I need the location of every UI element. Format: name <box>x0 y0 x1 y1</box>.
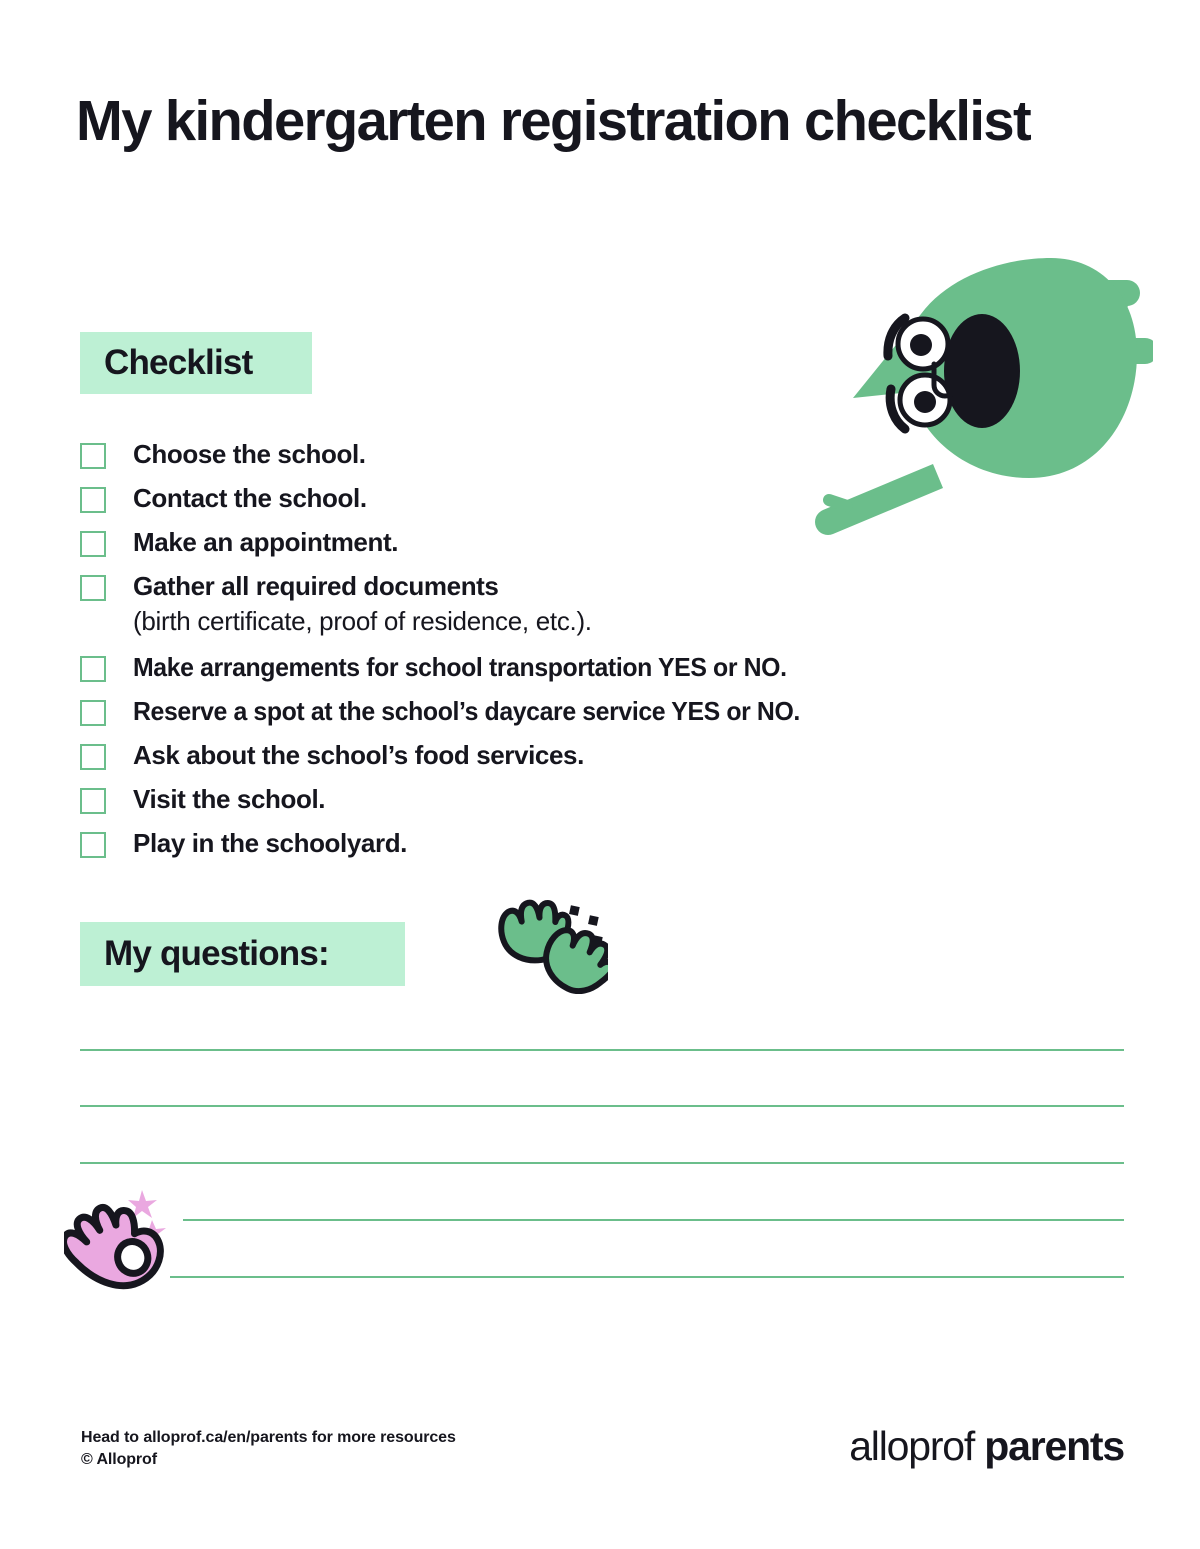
checkbox-icon[interactable] <box>80 744 106 770</box>
checklist-item-text-wrap <box>133 826 407 860</box>
checklist-badge-label: Checklist <box>104 343 253 382</box>
checkbox-icon[interactable] <box>80 575 106 601</box>
logo-parents-text: parents <box>984 1423 1124 1469</box>
checklist-item-label: Make an appointment. <box>133 527 399 557</box>
logo-alloprof-text: alloprof <box>849 1423 975 1469</box>
checklist-item-text-wrap <box>133 650 817 684</box>
checkbox-icon[interactable] <box>80 700 106 726</box>
checklist-item-text-wrap <box>133 481 367 515</box>
write-line[interactable] <box>80 1105 1124 1107</box>
checklist-item[interactable] <box>80 437 1080 471</box>
checklist-item-label: Play in the schoolyard. <box>133 828 407 858</box>
checklist-item-text-wrap <box>133 738 584 772</box>
questions-badge-label: My questions: <box>104 934 329 973</box>
write-line[interactable] <box>80 1162 1124 1164</box>
checkbox-icon[interactable] <box>80 487 106 513</box>
checklist-item-label: Gather all required documents <box>133 571 499 601</box>
write-line[interactable] <box>170 1276 1124 1278</box>
checklist-item[interactable] <box>80 569 1080 640</box>
checkbox-icon[interactable] <box>80 788 106 814</box>
questions-section-badge <box>80 922 405 986</box>
checklist-item[interactable] <box>80 738 1080 772</box>
checkbox-icon[interactable] <box>80 656 106 682</box>
checklist-item-label: Choose the school. <box>133 439 366 469</box>
alloprof-parents-logo <box>849 1421 1124 1471</box>
checklist-item-label: Reserve a spot at the school’s daycare service YES or NO. <box>133 696 800 726</box>
checklist-item[interactable] <box>80 650 1080 684</box>
page-title: My kindergarten registration checklist <box>76 89 1031 153</box>
checklist-item-label: Visit the school. <box>133 784 326 814</box>
footer-line-2: © Alloprof <box>81 1451 157 1468</box>
checklist-item-label: Ask about the school’s food services. <box>133 740 584 770</box>
checkbox-icon[interactable] <box>80 832 106 858</box>
checklist-item-text-wrap <box>133 525 398 559</box>
checklist-item-text-wrap <box>133 569 592 640</box>
checkbox-icon[interactable] <box>80 443 106 469</box>
checklist-item[interactable] <box>80 525 1080 559</box>
footer-line-1: Head to alloprof.ca/en/parents for more resources <box>81 1429 456 1446</box>
checklist-item-text-wrap <box>133 694 831 728</box>
write-line[interactable] <box>80 1049 1124 1051</box>
checklist-item-label: Contact the school. <box>133 483 367 513</box>
checklist-item[interactable] <box>80 782 1080 816</box>
checklist-section-badge <box>80 332 312 394</box>
checklist-item[interactable] <box>80 481 1080 515</box>
footer-credit <box>81 1427 456 1471</box>
checklist <box>80 437 1080 870</box>
checkbox-icon[interactable] <box>80 531 106 557</box>
write-line[interactable] <box>183 1219 1124 1221</box>
checklist-item-text-wrap <box>133 782 325 816</box>
checklist-item[interactable] <box>80 826 1080 860</box>
checklist-item-subtext: (birth certificate, proof of residence, etc.). <box>133 606 592 636</box>
checklist-item-text-wrap <box>133 437 366 471</box>
ok-hand-icon <box>64 1184 184 1300</box>
clapping-hands-icon <box>492 896 608 994</box>
checklist-item[interactable] <box>80 694 1080 728</box>
checklist-item-label: Make arrangements for school transportation YES or NO. <box>133 652 787 682</box>
